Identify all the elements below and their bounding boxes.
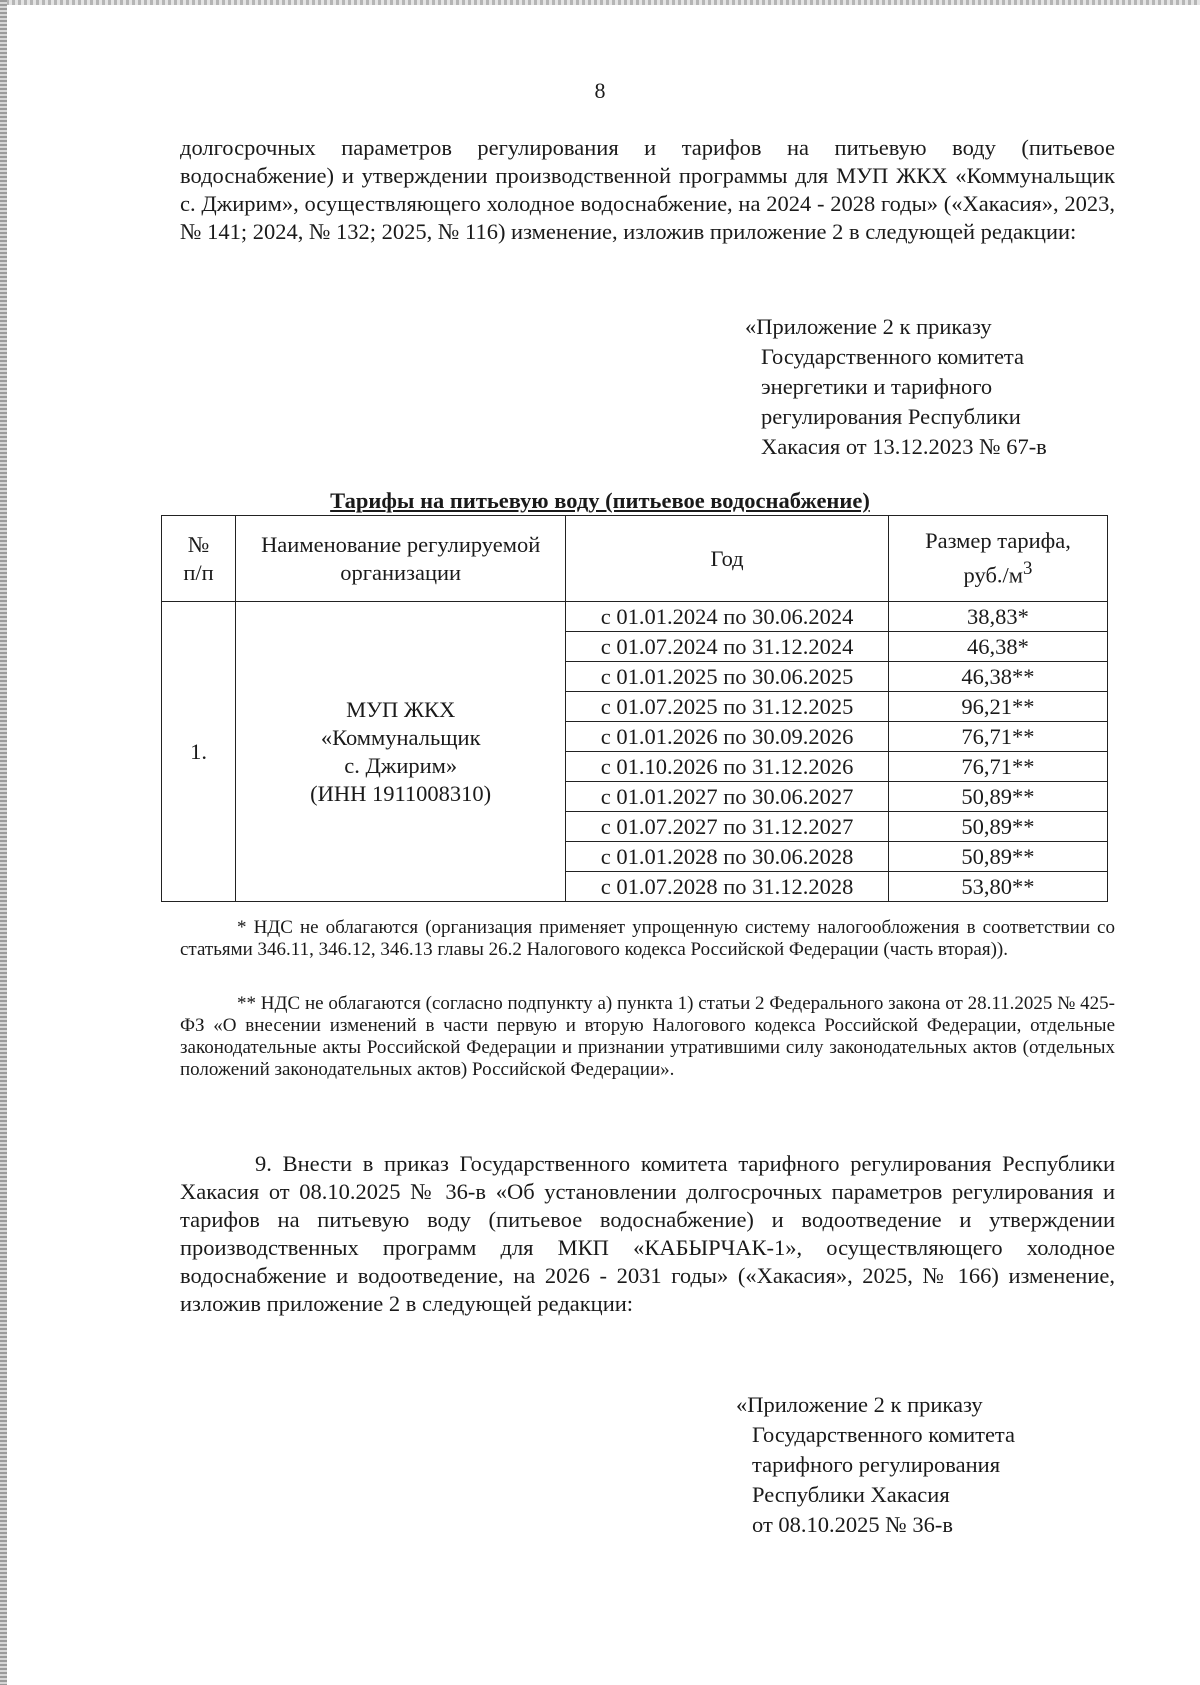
period-cell: с 01.01.2026 по 30.09.2026 xyxy=(566,722,889,752)
rate-cell: 50,89** xyxy=(888,812,1107,842)
header-rate-line1: Размер тарифа, xyxy=(925,528,1071,554)
appendix-1-line: регулирования Республики xyxy=(761,404,1021,429)
appendix-1-heading xyxy=(745,312,1145,462)
page-number: 8 xyxy=(594,78,606,103)
period-cell: с 01.01.2028 по 30.06.2028 xyxy=(566,842,889,872)
rate-cell: 50,89** xyxy=(888,842,1107,872)
period-cell: с 01.07.2024 по 31.12.2024 xyxy=(566,632,889,662)
footnote-vat-simplified: * НДС не облагаются (организация применяет упрощенную систему налогообложения в соответствии со статьями 346.11, 346.12, 346.13 главы 26.2 Налогового кодекса Российской Федерации (часть вторая)). xyxy=(180,917,1115,960)
scan-left-edge xyxy=(0,0,7,1685)
period-cell: с 01.07.2025 по 31.12.2025 xyxy=(566,692,889,722)
table-row xyxy=(162,602,1108,632)
rate-cell: 50,89** xyxy=(888,782,1107,812)
appendix-1-line: Хакасия от 13.12.2023 № 67-в xyxy=(761,434,1047,459)
appendix-2-line: Республики Хакасия xyxy=(752,1482,950,1507)
appendix-1-line: Государственного комитета xyxy=(761,344,1025,369)
table-header-row xyxy=(162,516,1108,602)
rate-cell: 96,21** xyxy=(888,692,1107,722)
header-organization: Наименование регулируемой организации xyxy=(236,516,566,602)
appendix-1-line: энергетики и тарифного xyxy=(761,374,993,399)
period-cell: с 01.01.2025 по 30.06.2025 xyxy=(566,662,889,692)
footnote-vat-federal-law: ** НДС не облагаются (согласно подпункту а) пункта 1) статьи 2 Федерального закона от 28.11.2025 № 425-ФЗ «О внесении изменений в части первую и вторую Налогового кодекса Российской Федерации, отдельные законодательные акты Российской Федерации и признании утратившими силу законодательных актов (отдельных положений законодательных актов) Российской Федерации». xyxy=(180,993,1115,1080)
tariff-table xyxy=(161,515,1108,902)
appendix-1-line: «Приложение 2 к приказу xyxy=(745,314,992,339)
rate-cell: 38,83* xyxy=(888,602,1107,632)
paragraph-9: 9. Внести в приказ Государственного комитета тарифного регулирования Республики Хакасия от 08.10.2025 № 36-в «Об установлении долгосрочных параметров регулирования и тарифов на питьевую воду (питьевое водоснабжение) и водоотведение и утверждении производственных программ для МКП «КАБЫРЧАК-1», осуществляющего холодное водоснабжение и водоотведение, на 2026 - 2031 годы» («Хакасия», 2025, № 166) изменение, изложив приложение 2 в следующей редакции: xyxy=(180,1151,1115,1316)
scan-top-edge xyxy=(0,0,1200,5)
period-cell: с 01.07.2027 по 31.12.2027 xyxy=(566,812,889,842)
rate-cell: 53,80** xyxy=(888,872,1107,902)
period-cell: с 01.01.2024 по 30.06.2024 xyxy=(566,602,889,632)
header-rate-sup: 3 xyxy=(1023,558,1033,580)
appendix-2-line: от 08.10.2025 № 36-в xyxy=(752,1512,953,1537)
header-rate-unit: руб./м xyxy=(963,562,1024,588)
row-number-cell: 1. xyxy=(162,602,236,902)
appendix-2-line: Государственного комитета xyxy=(752,1422,1016,1447)
header-year: Год xyxy=(566,516,889,602)
organization-line: МУП ЖКХ xyxy=(346,696,456,722)
rate-cell: 46,38* xyxy=(888,632,1107,662)
table-title: Тарифы на питьевую воду (питьевое водоснабжение) xyxy=(330,488,870,513)
header-number-line1: № xyxy=(187,531,210,557)
intro-paragraph: долгосрочных параметров регулирования и тарифов на питьевую воду (питьевое водоснабжение) и утверждении производственной программы для МУП ЖКХ «Коммунальщик с. Джирим», осуществляющего холодное водоснабжение, на 2024 - 2028 годы» («Хакасия», 2023, № 141; 2024, № 132; 2025, № 116) изменение, изложив приложение 2 в следующей редакции: xyxy=(180,135,1115,244)
appendix-2-line: «Приложение 2 к приказу xyxy=(736,1392,983,1417)
header-number-line2: п/п xyxy=(183,559,214,585)
organization-line: «Коммунальщик xyxy=(320,724,481,750)
period-cell: с 01.10.2026 по 31.12.2026 xyxy=(566,752,889,782)
rate-cell: 76,71** xyxy=(888,722,1107,752)
header-number xyxy=(162,516,236,602)
header-rate xyxy=(888,516,1107,602)
header-rate-line2 xyxy=(893,555,1103,590)
organization-line: (ИНН 1911008310) xyxy=(310,780,492,806)
appendix-2-line: тарифного регулирования xyxy=(752,1452,1001,1477)
period-cell: с 01.01.2027 по 30.06.2027 xyxy=(566,782,889,812)
appendix-2-heading xyxy=(736,1390,1136,1540)
organization-line: с. Джирим» xyxy=(344,752,458,778)
period-cell: с 01.07.2028 по 31.12.2028 xyxy=(566,872,889,902)
rate-cell: 76,71** xyxy=(888,752,1107,782)
organization-cell xyxy=(236,602,566,902)
rate-cell: 46,38** xyxy=(888,662,1107,692)
